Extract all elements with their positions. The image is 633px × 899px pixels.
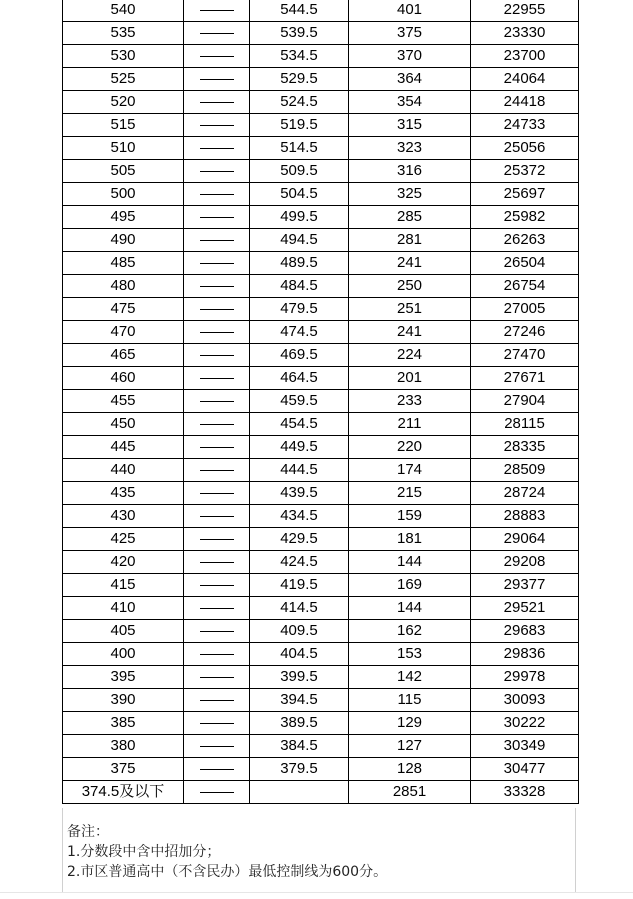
table-row bbox=[63, 22, 579, 45]
cumulative-cell: 27470 bbox=[471, 344, 579, 367]
upper-bound-cell: 459.5 bbox=[250, 390, 349, 413]
notes-heading: 备注： bbox=[67, 824, 109, 840]
separator-cell bbox=[184, 482, 250, 505]
dash-line bbox=[200, 792, 234, 793]
upper-bound-cell: 454.5 bbox=[250, 413, 349, 436]
dash-line bbox=[200, 769, 234, 770]
table-row bbox=[63, 551, 579, 574]
separator-cell bbox=[184, 344, 250, 367]
dash-line bbox=[200, 10, 234, 11]
cumulative-cell: 29978 bbox=[471, 666, 579, 689]
upper-bound-cell: 499.5 bbox=[250, 206, 349, 229]
dash-line bbox=[200, 286, 234, 287]
bottom-divider bbox=[0, 892, 633, 893]
separator-cell bbox=[184, 781, 250, 804]
cumulative-cell: 28115 bbox=[471, 413, 579, 436]
count-cell: 2851 bbox=[349, 781, 471, 804]
note-item-1: 1.分数段中含中招加分； bbox=[67, 844, 221, 860]
upper-bound-cell: 474.5 bbox=[250, 321, 349, 344]
notes-section bbox=[62, 808, 576, 892]
table-row bbox=[63, 620, 579, 643]
score-cell: 400 bbox=[63, 643, 184, 666]
cumulative-cell: 26504 bbox=[471, 252, 579, 275]
score-cell: 420 bbox=[63, 551, 184, 574]
count-cell: 233 bbox=[349, 390, 471, 413]
dash-line bbox=[200, 263, 234, 264]
score-cell: 375 bbox=[63, 758, 184, 781]
table-row bbox=[63, 781, 579, 804]
upper-bound-cell: 539.5 bbox=[250, 22, 349, 45]
count-cell: 250 bbox=[349, 275, 471, 298]
separator-cell bbox=[184, 712, 250, 735]
count-cell: 215 bbox=[349, 482, 471, 505]
table-row bbox=[63, 137, 579, 160]
dash-line bbox=[200, 332, 234, 333]
score-cell: 390 bbox=[63, 689, 184, 712]
score-cell: 520 bbox=[63, 91, 184, 114]
dash-line bbox=[200, 33, 234, 34]
count-cell: 375 bbox=[349, 22, 471, 45]
upper-bound-cell: 479.5 bbox=[250, 298, 349, 321]
cumulative-cell: 30349 bbox=[471, 735, 579, 758]
table-row bbox=[63, 390, 579, 413]
dash-line bbox=[200, 102, 234, 103]
cumulative-cell: 25056 bbox=[471, 137, 579, 160]
score-cell: 500 bbox=[63, 183, 184, 206]
upper-bound-cell: 409.5 bbox=[250, 620, 349, 643]
table-row bbox=[63, 689, 579, 712]
dash-line bbox=[200, 562, 234, 563]
dash-line bbox=[200, 585, 234, 586]
score-cell: 515 bbox=[63, 114, 184, 137]
upper-bound-cell: 519.5 bbox=[250, 114, 349, 137]
upper-bound-cell: 524.5 bbox=[250, 91, 349, 114]
score-cell: 374.5及以下 bbox=[63, 781, 184, 804]
table-row bbox=[63, 229, 579, 252]
table-row bbox=[63, 735, 579, 758]
count-cell: 315 bbox=[349, 114, 471, 137]
upper-bound-cell: 534.5 bbox=[250, 45, 349, 68]
separator-cell bbox=[184, 505, 250, 528]
count-cell: 181 bbox=[349, 528, 471, 551]
upper-bound-cell: 419.5 bbox=[250, 574, 349, 597]
table-row bbox=[63, 321, 579, 344]
score-cell: 495 bbox=[63, 206, 184, 229]
cumulative-cell: 23330 bbox=[471, 22, 579, 45]
table-row bbox=[63, 666, 579, 689]
separator-cell bbox=[184, 390, 250, 413]
score-cell: 440 bbox=[63, 459, 184, 482]
upper-bound-cell: 424.5 bbox=[250, 551, 349, 574]
score-cell: 540 bbox=[63, 0, 184, 22]
separator-cell bbox=[184, 252, 250, 275]
cumulative-cell: 29521 bbox=[471, 597, 579, 620]
table-row bbox=[63, 482, 579, 505]
separator-cell bbox=[184, 91, 250, 114]
separator-cell bbox=[184, 183, 250, 206]
count-cell: 201 bbox=[349, 367, 471, 390]
dash-line bbox=[200, 654, 234, 655]
score-cell: 505 bbox=[63, 160, 184, 183]
count-cell: 364 bbox=[349, 68, 471, 91]
score-cell: 480 bbox=[63, 275, 184, 298]
cumulative-cell: 33328 bbox=[471, 781, 579, 804]
upper-bound-cell: 379.5 bbox=[250, 758, 349, 781]
score-cell: 405 bbox=[63, 620, 184, 643]
table-row bbox=[63, 45, 579, 68]
upper-bound-cell: 434.5 bbox=[250, 505, 349, 528]
separator-cell bbox=[184, 551, 250, 574]
separator-cell bbox=[184, 735, 250, 758]
score-cell: 385 bbox=[63, 712, 184, 735]
cumulative-cell: 29377 bbox=[471, 574, 579, 597]
cumulative-cell: 24418 bbox=[471, 91, 579, 114]
table-row bbox=[63, 459, 579, 482]
separator-cell bbox=[184, 45, 250, 68]
dash-line bbox=[200, 401, 234, 402]
count-cell: 142 bbox=[349, 666, 471, 689]
score-distribution-table-container bbox=[62, 0, 578, 804]
separator-cell bbox=[184, 114, 250, 137]
table-row bbox=[63, 114, 579, 137]
count-cell: 115 bbox=[349, 689, 471, 712]
upper-bound-cell: 429.5 bbox=[250, 528, 349, 551]
dash-line bbox=[200, 194, 234, 195]
cumulative-cell: 25372 bbox=[471, 160, 579, 183]
cumulative-cell: 25697 bbox=[471, 183, 579, 206]
separator-cell bbox=[184, 413, 250, 436]
dash-line bbox=[200, 539, 234, 540]
dash-line bbox=[200, 723, 234, 724]
separator-cell bbox=[184, 643, 250, 666]
cumulative-cell: 30093 bbox=[471, 689, 579, 712]
dash-line bbox=[200, 746, 234, 747]
dash-line bbox=[200, 470, 234, 471]
count-cell: 159 bbox=[349, 505, 471, 528]
separator-cell bbox=[184, 321, 250, 344]
cumulative-cell: 27904 bbox=[471, 390, 579, 413]
table-row bbox=[63, 413, 579, 436]
table-row bbox=[63, 643, 579, 666]
table-row bbox=[63, 275, 579, 298]
cumulative-cell: 28724 bbox=[471, 482, 579, 505]
cumulative-cell: 30222 bbox=[471, 712, 579, 735]
count-cell: 285 bbox=[349, 206, 471, 229]
cumulative-cell: 27246 bbox=[471, 321, 579, 344]
cumulative-cell: 25982 bbox=[471, 206, 579, 229]
separator-cell bbox=[184, 160, 250, 183]
table-row bbox=[63, 206, 579, 229]
dash-line bbox=[200, 56, 234, 57]
separator-cell bbox=[184, 367, 250, 390]
cumulative-cell: 30477 bbox=[471, 758, 579, 781]
upper-bound-cell: 464.5 bbox=[250, 367, 349, 390]
separator-cell bbox=[184, 597, 250, 620]
dash-line bbox=[200, 516, 234, 517]
table-body bbox=[63, 0, 579, 804]
count-cell: 241 bbox=[349, 321, 471, 344]
upper-bound-cell: 394.5 bbox=[250, 689, 349, 712]
score-cell: 460 bbox=[63, 367, 184, 390]
separator-cell bbox=[184, 22, 250, 45]
cumulative-cell: 23700 bbox=[471, 45, 579, 68]
table-row bbox=[63, 298, 579, 321]
upper-bound-cell: 384.5 bbox=[250, 735, 349, 758]
score-cell: 425 bbox=[63, 528, 184, 551]
count-cell: 323 bbox=[349, 137, 471, 160]
score-cell: 410 bbox=[63, 597, 184, 620]
table-row bbox=[63, 505, 579, 528]
cumulative-cell: 27671 bbox=[471, 367, 579, 390]
separator-cell bbox=[184, 298, 250, 321]
table-row bbox=[63, 183, 579, 206]
dash-line bbox=[200, 631, 234, 632]
upper-bound-cell: 469.5 bbox=[250, 344, 349, 367]
table-row bbox=[63, 367, 579, 390]
upper-bound-cell: 529.5 bbox=[250, 68, 349, 91]
score-cell: 530 bbox=[63, 45, 184, 68]
count-cell: 241 bbox=[349, 252, 471, 275]
cumulative-cell: 29208 bbox=[471, 551, 579, 574]
table-row bbox=[63, 574, 579, 597]
table-row bbox=[63, 528, 579, 551]
table-row bbox=[63, 252, 579, 275]
separator-cell bbox=[184, 459, 250, 482]
upper-bound-cell: 399.5 bbox=[250, 666, 349, 689]
score-cell: 510 bbox=[63, 137, 184, 160]
count-cell: 128 bbox=[349, 758, 471, 781]
upper-bound-cell: 449.5 bbox=[250, 436, 349, 459]
count-cell: 224 bbox=[349, 344, 471, 367]
cumulative-cell: 24733 bbox=[471, 114, 579, 137]
separator-cell bbox=[184, 574, 250, 597]
table-row bbox=[63, 160, 579, 183]
dash-line bbox=[200, 355, 234, 356]
upper-bound-cell: 514.5 bbox=[250, 137, 349, 160]
separator-cell bbox=[184, 666, 250, 689]
table-row bbox=[63, 0, 579, 22]
cumulative-cell: 28335 bbox=[471, 436, 579, 459]
table-row bbox=[63, 758, 579, 781]
score-cell: 450 bbox=[63, 413, 184, 436]
separator-cell bbox=[184, 229, 250, 252]
count-cell: 127 bbox=[349, 735, 471, 758]
count-cell: 370 bbox=[349, 45, 471, 68]
upper-bound-cell: 489.5 bbox=[250, 252, 349, 275]
upper-bound-cell: 484.5 bbox=[250, 275, 349, 298]
count-cell: 251 bbox=[349, 298, 471, 321]
count-cell: 162 bbox=[349, 620, 471, 643]
dash-line bbox=[200, 148, 234, 149]
separator-cell bbox=[184, 137, 250, 160]
score-cell: 525 bbox=[63, 68, 184, 91]
score-cell: 415 bbox=[63, 574, 184, 597]
count-cell: 174 bbox=[349, 459, 471, 482]
dash-line bbox=[200, 608, 234, 609]
count-cell: 211 bbox=[349, 413, 471, 436]
dash-line bbox=[200, 309, 234, 310]
count-cell: 144 bbox=[349, 597, 471, 620]
count-cell: 281 bbox=[349, 229, 471, 252]
count-cell: 220 bbox=[349, 436, 471, 459]
cumulative-cell: 29064 bbox=[471, 528, 579, 551]
score-cell: 430 bbox=[63, 505, 184, 528]
upper-bound-cell: 444.5 bbox=[250, 459, 349, 482]
separator-cell bbox=[184, 436, 250, 459]
cumulative-cell: 24064 bbox=[471, 68, 579, 91]
upper-bound-cell: 494.5 bbox=[250, 229, 349, 252]
dash-line bbox=[200, 677, 234, 678]
score-cell: 395 bbox=[63, 666, 184, 689]
separator-cell bbox=[184, 758, 250, 781]
score-distribution-table bbox=[62, 0, 579, 804]
table-row bbox=[63, 712, 579, 735]
upper-bound-cell: 439.5 bbox=[250, 482, 349, 505]
count-cell: 354 bbox=[349, 91, 471, 114]
cumulative-cell: 27005 bbox=[471, 298, 579, 321]
count-cell: 129 bbox=[349, 712, 471, 735]
separator-cell bbox=[184, 68, 250, 91]
dash-line bbox=[200, 125, 234, 126]
count-cell: 316 bbox=[349, 160, 471, 183]
cumulative-cell: 29836 bbox=[471, 643, 579, 666]
table-row bbox=[63, 91, 579, 114]
cumulative-cell: 28883 bbox=[471, 505, 579, 528]
separator-cell bbox=[184, 206, 250, 229]
dash-line bbox=[200, 217, 234, 218]
score-cell: 490 bbox=[63, 229, 184, 252]
score-cell: 475 bbox=[63, 298, 184, 321]
score-cell: 485 bbox=[63, 252, 184, 275]
upper-bound-cell: 389.5 bbox=[250, 712, 349, 735]
score-cell: 445 bbox=[63, 436, 184, 459]
score-cell: 455 bbox=[63, 390, 184, 413]
dash-line bbox=[200, 240, 234, 241]
score-cell: 535 bbox=[63, 22, 184, 45]
count-cell: 144 bbox=[349, 551, 471, 574]
table-row bbox=[63, 436, 579, 459]
separator-cell bbox=[184, 0, 250, 22]
separator-cell bbox=[184, 689, 250, 712]
upper-bound-cell: 509.5 bbox=[250, 160, 349, 183]
upper-bound-cell bbox=[250, 781, 349, 804]
separator-cell bbox=[184, 620, 250, 643]
note-item-2: 2.市区普通高中（不含民办）最低控制线为600分。 bbox=[67, 864, 388, 880]
score-cell: 435 bbox=[63, 482, 184, 505]
dash-line bbox=[200, 700, 234, 701]
count-cell: 401 bbox=[349, 0, 471, 22]
count-cell: 169 bbox=[349, 574, 471, 597]
upper-bound-cell: 414.5 bbox=[250, 597, 349, 620]
cumulative-cell: 29683 bbox=[471, 620, 579, 643]
table-row bbox=[63, 597, 579, 620]
score-cell: 465 bbox=[63, 344, 184, 367]
dash-line bbox=[200, 447, 234, 448]
cumulative-cell: 26754 bbox=[471, 275, 579, 298]
upper-bound-cell: 504.5 bbox=[250, 183, 349, 206]
cumulative-cell: 26263 bbox=[471, 229, 579, 252]
separator-cell bbox=[184, 275, 250, 298]
separator-cell bbox=[184, 528, 250, 551]
dash-line bbox=[200, 493, 234, 494]
dash-line bbox=[200, 378, 234, 379]
dash-line bbox=[200, 79, 234, 80]
count-cell: 325 bbox=[349, 183, 471, 206]
score-cell: 380 bbox=[63, 735, 184, 758]
cumulative-cell: 28509 bbox=[471, 459, 579, 482]
cumulative-cell: 22955 bbox=[471, 0, 579, 22]
table-row bbox=[63, 344, 579, 367]
table-row bbox=[63, 68, 579, 91]
upper-bound-cell: 544.5 bbox=[250, 0, 349, 22]
score-cell: 470 bbox=[63, 321, 184, 344]
count-cell: 153 bbox=[349, 643, 471, 666]
dash-line bbox=[200, 171, 234, 172]
upper-bound-cell: 404.5 bbox=[250, 643, 349, 666]
dash-line bbox=[200, 424, 234, 425]
